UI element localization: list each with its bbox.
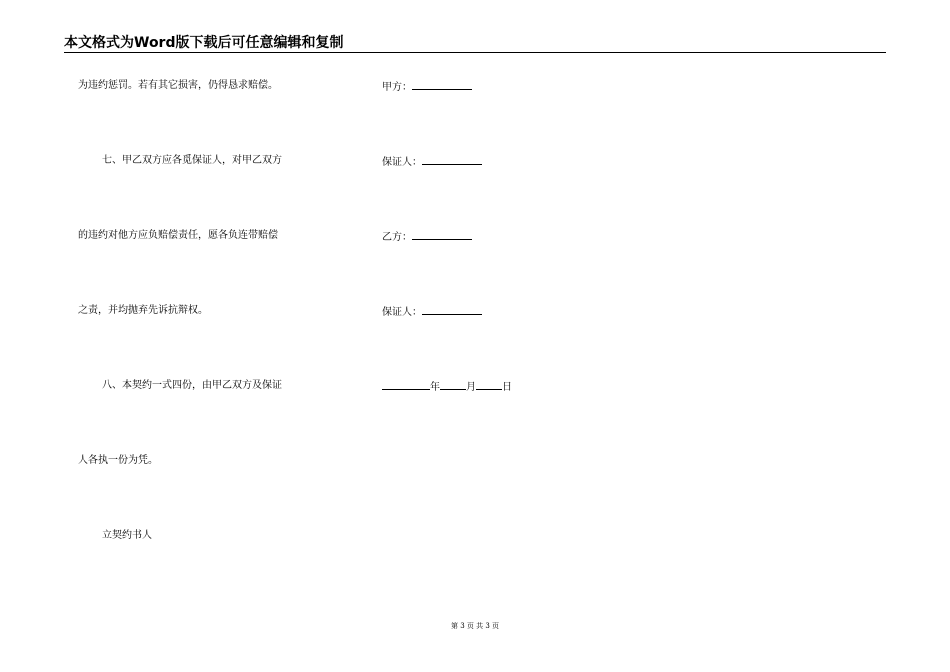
body-line-2: 七、甲乙双方应各觅保证人，对甲乙双方: [102, 155, 282, 166]
guarantor-1-signature-line: [382, 154, 482, 170]
body-line-6: 人各执一份为凭。: [78, 455, 158, 466]
party-b-signature-line: [382, 229, 472, 245]
date-day-label: 日: [502, 382, 512, 393]
body-line-5: 八、本契约一式四份，由甲乙双方及保证: [102, 380, 282, 391]
body-line-4: 之责，并均抛弃先诉抗辩权。: [78, 305, 208, 316]
date-month-label: 月: [466, 382, 476, 393]
party-a-blank: [412, 79, 472, 90]
party-b-blank: [412, 229, 472, 240]
guarantor-2-label: 保证人：: [382, 307, 422, 318]
guarantor-1-blank: [422, 154, 482, 165]
body-line-1: 为违约惩罚。若有其它损害，仍得恳求赔偿。: [78, 80, 278, 91]
header-divider: [64, 52, 886, 53]
guarantor-2-blank: [422, 304, 482, 315]
page-number: 第 3 页 共 3 页: [450, 622, 500, 630]
body-line-3: 的违约对他方应负赔偿责任，愿各负连带赔偿: [78, 230, 278, 241]
guarantor-1-label: 保证人：: [382, 157, 422, 168]
document-header-title: 本文格式为Word版下载后可任意编辑和复制: [64, 35, 344, 51]
date-month-blank: [440, 379, 466, 390]
date-line: [382, 379, 512, 395]
guarantor-2-signature-line: [382, 304, 482, 320]
date-year-label: 年: [430, 382, 440, 393]
date-day-blank: [476, 379, 502, 390]
signatories-label: 立契约书人: [102, 530, 152, 541]
date-year-blank: [382, 379, 430, 390]
party-a-label: 甲方：: [382, 82, 412, 93]
party-a-signature-line: [382, 79, 472, 95]
party-b-label: 乙方：: [382, 232, 412, 243]
